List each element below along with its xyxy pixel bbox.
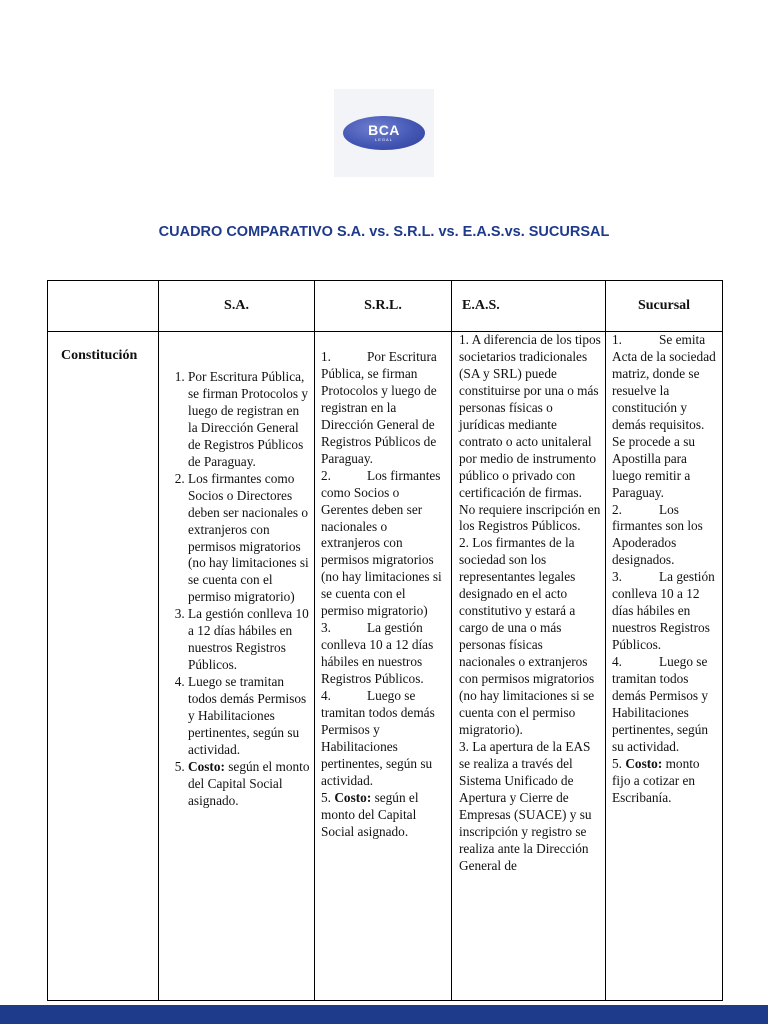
table-header-row [48,281,723,332]
eas-cell [452,332,606,1001]
header-srl: S.R.L. [315,281,452,332]
footer-bar [0,1005,768,1024]
sa-item: 5. Costo: según el monto del Capital Social asignado. [188,759,310,810]
eas-item: 2. Los firmantes de la sociedad son los representantes legales designado en el acto constitutivo y estará a cargo de una o más personas físicas nacionales o extranjeros con permisos migratorios (no hay limitaciones si se cuenta con el permiso migratorio). [459,535,595,737]
header-eas: E.A.S. [452,281,606,332]
srl-item: 5. Costo: según el monto del Capital Social asignado. [321,789,419,839]
sa-item: 1. Por Escritura Pública, se firman Protocolos y luego de registran en la Dirección General de Registros Públicos de Paraguay. [188,369,310,471]
srl-item: 1. Por Escritura Pública, se firman Protocolos y luego de registran en la Dirección General de Registros Públicos de Paraguay. [321,349,437,466]
header-sa: S.A. [159,281,315,332]
logo-subtext: LEGAL [375,137,393,142]
header-sucursal: Sucursal [606,281,723,332]
document-title: CUADRO COMPARATIVO S.A. vs. S.R.L. vs. E.A.S.vs. SUCURSAL [158,224,610,240]
sucursal-item: 2. Los firmantes son los Apoderados designados. [612,501,703,568]
sucursal-cell [606,332,723,1001]
srl-item: 3. La gestión conlleva 10 a 12 días hábiles en nuestros Registros Públicos. [321,620,434,687]
sa-list [165,369,310,810]
srl-item: 4. Luego se tramitan todos demás Permisos y Habilitaciones pertinentes, según su actividad. [321,688,435,788]
sucursal-item: 3. La gestión conlleva 10 a 12 días hábiles en nuestros Registros Públicos. [612,569,715,653]
sa-cell [159,332,315,1001]
table-row-constitucion [48,332,723,1001]
sa-item: 3. La gestión conlleva 10 a 12 días hábiles en nuestros Registros Públicos. [188,606,310,674]
row-label: Constitución [61,348,138,363]
sucursal-item: 1. Se emita Acta de la sociedad matriz, donde se resuelve la constitución y demás requisitos. Se procede a su Apostilla para luego remitir a Paraguay. [612,332,716,500]
srl-item: 2. Los firmantes como Socios o Gerentes deben ser nacionales o extranjeros con permisos migratorios (no hay limitaciones si se cuenta con el permiso migratorio) [321,467,442,619]
logo-badge [343,116,425,150]
sa-item: 4. Luego se tramitan todos demás Permisos y Habilitaciones pertinentes, según su actividad. [188,674,310,759]
sa-item: 2. Los firmantes como Socios o Directores deben ser nacionales o extranjeros con permisos migratorios (no hay limitaciones si se cuenta con el permiso migratorio) [188,471,310,607]
sucursal-item: 5. Costo: monto fijo a cotizar en Escribanía. [612,755,700,805]
header-empty [48,281,159,332]
row-label-cell [48,332,159,1001]
sucursal-item: 4. Luego se tramitan todos demás Permisos y Habilitaciones pertinentes, según su actividad. [612,654,709,754]
company-logo [334,89,434,177]
comparison-table [47,280,723,1001]
eas-item: 3. La apertura de la EAS se realiza a través del Sistema Unificado de Apertura y Cierre de Empresas (SUACE) y su inscripción y registro se realiza ante la Dirección General de [459,738,592,873]
srl-cell [315,332,452,1001]
eas-item: 1. A diferencia de los tipos societarios tradicionales (SA y SRL) puede constituirse por una o más personas físicas o jurídicas mediante contrato o acto unitaleral por medio de instrumento público o privado con certificación de firmas. No requiere inscripción en los Registros Públicos. [459,332,601,534]
logo-text: BCA [368,122,400,138]
